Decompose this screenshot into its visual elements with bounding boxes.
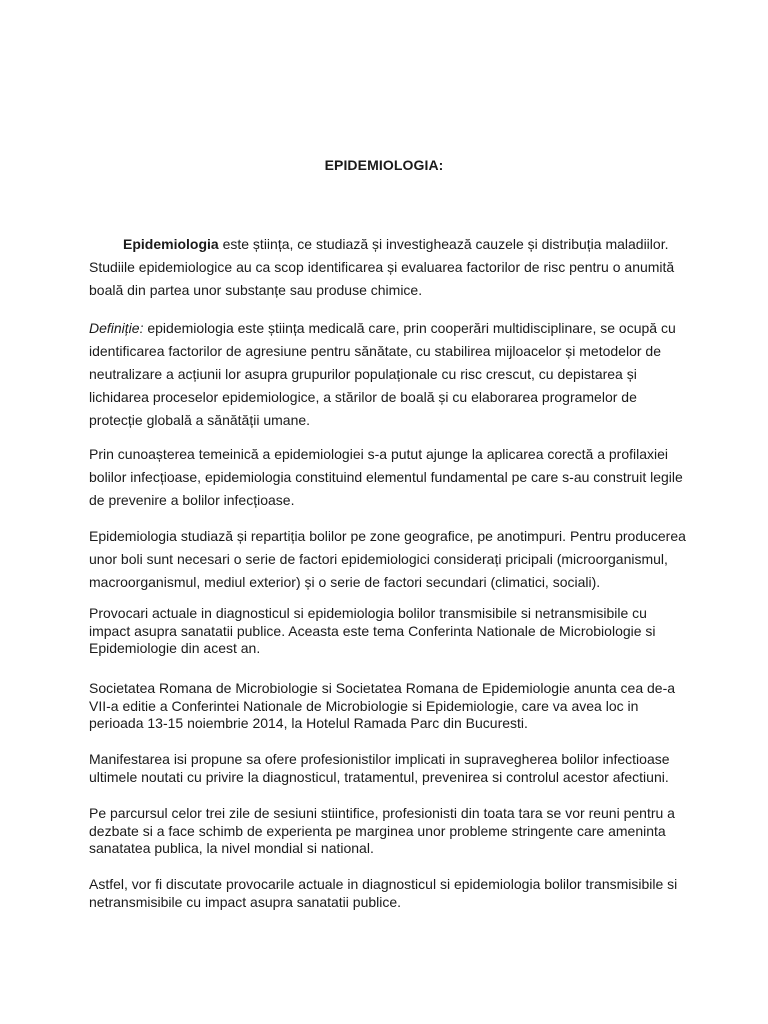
paragraph-conference-announcement: Societatea Romana de Microbiologie si Societatea Romana de Epidemiologie anunta cea de-a VII-a editie a Conferintei Nationale de Microbiologie si Epidemiologie, care va avea loc in perioada 13-15 noiembrie 2014, la Hotelul Ramada Parc din Bucuresti. (89, 680, 676, 731)
paragraph-scientific-sessions: Pe parcursul celor trei zile de sesiuni stiintifice, profesionisti din toata tara se vor reuni pentru a dezbate si a face schimb de experienta pe marginea unor probleme stringente care ameninta sanatatea publica, la nivel mondial si national. (89, 805, 675, 856)
paragraph-distribution: Epidemiologia studiază și repartiția bolilor pe zone geografice, pe anotimpuri. Pentru producerea unor boli sunt necesari o serie de factori epidemiologici considerați pricipali (microorganismul, macroorganismul, mediul exterior) și o serie de factori secundari (climatici, sociali). (89, 528, 686, 590)
paragraph-conference-purpose: Manifestarea isi propune sa ofere profesionistilor implicati in supravegherea bolilor infectioase ultimele noutati cu privire la diagnosticul, tratamentul, prevenirea si controlul acestor afectiuni. (89, 751, 670, 785)
paragraph-conference-theme: Provocari actuale in diagnosticul si epidemiologia bolilor transmisibile si netransmisibile cu impact asupra sanatatii publice. Aceasta este tema Conferinta Nationale de Microbiologie si Epidemiologie din acest an. (89, 605, 656, 656)
paragraph-prevention: Prin cunoașterea temeinică a epidemiologiei s-a putut ajunge la aplicarea corectă a profilaxiei bolilor infecțioase, epidemiologia constituind elementul fundamental pe care s-au construit legile de prevenire a bolilor infecțioase. (89, 446, 683, 508)
paragraph-introduction (89, 233, 689, 302)
paragraph-definition (89, 317, 689, 432)
bold-term: Epidemiologia (123, 236, 219, 252)
document-title: EPIDEMIOLOGIA: (324, 157, 444, 173)
paragraph-text: epidemiologia este știința medicală care, prin cooperări multidisciplinare, se ocupă cu identificarea factorilor de agresiune pentru sănătate, cu stabilirea mijloacelor și metodelor de neutralizare a acțiunii lor asupra grupurilor populaționale cu risc crescut, cu depistarea și lichidarea proceselor epidemiologice, a stărilor de boală și cu elaborarea programelor de protecție globală a sănătății umane. (89, 320, 676, 428)
paragraph-conclusion: Astfel, vor fi discutate provocarile actuale in diagnosticul si epidemiologia bolilor transmisibile si netransmisibile cu impact asupra sanatatii publice. (89, 876, 678, 910)
paragraph-text: este știința, ce studiază și investighează cauzele și distribuția maladiilor. Studiile epidemiologice au ca scop identificarea și evaluarea factorilor de risc pentru o anumită boală din partea unor substanțe sau produse chimice. (89, 236, 675, 298)
definition-label: Definiție: (89, 320, 144, 336)
